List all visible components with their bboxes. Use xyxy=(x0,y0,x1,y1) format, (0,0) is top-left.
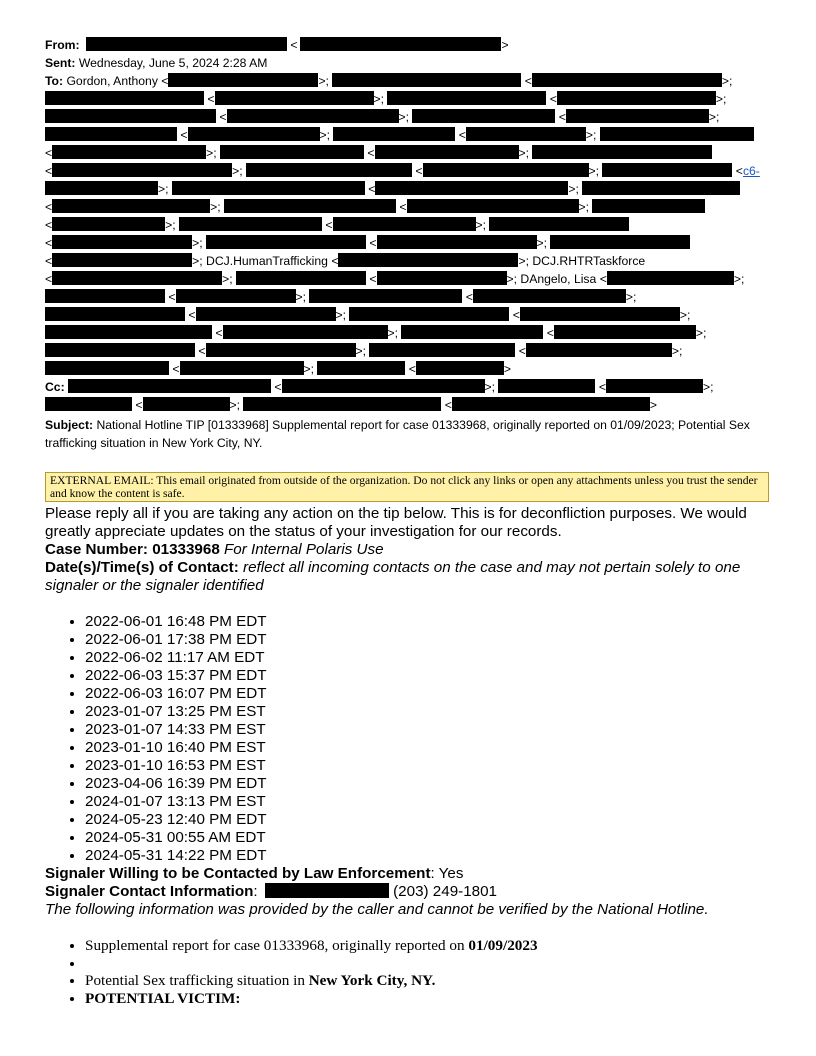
redaction xyxy=(526,343,672,357)
list-item: • 2023-01-10 16:53 PM EST xyxy=(85,757,785,775)
to-label: To: xyxy=(45,74,64,88)
redaction xyxy=(387,91,546,105)
redaction xyxy=(416,361,504,375)
disclaimer-text: The following information was provided by the caller and cannot be verified by the National Hotline. xyxy=(45,901,709,918)
email-header xyxy=(45,36,780,414)
redaction xyxy=(333,217,476,231)
redaction xyxy=(377,235,537,249)
redaction xyxy=(224,199,396,213)
signaler-label: Signaler Contact Information xyxy=(45,883,254,900)
redaction xyxy=(188,127,320,141)
redaction xyxy=(45,361,169,375)
cc-label: Cc: xyxy=(45,380,65,394)
recipient-line: < >; < >; xyxy=(45,126,780,144)
signaler-phone: (203) 249-1801 xyxy=(393,883,497,900)
situation-text: Potential Sex trafficking situation in xyxy=(85,972,309,989)
recipient-line: < >; < >; <c6- xyxy=(45,164,760,178)
redaction xyxy=(582,181,740,195)
cc-line: < >; < > xyxy=(45,396,780,414)
redaction xyxy=(45,397,132,411)
redaction xyxy=(52,253,192,267)
report-details-list xyxy=(45,937,785,1007)
redaction xyxy=(592,199,705,213)
recipient-line: < >; < >; xyxy=(45,306,780,324)
redaction xyxy=(338,253,518,267)
redaction xyxy=(86,37,287,51)
contact-heading xyxy=(45,559,785,595)
redaction xyxy=(550,235,690,249)
redaction xyxy=(206,343,356,357)
redaction xyxy=(532,145,712,159)
recipient-dangelo: DAngelo, Lisa xyxy=(520,272,597,286)
redaction xyxy=(369,343,515,357)
redaction xyxy=(220,145,364,159)
from-line: From: < > xyxy=(45,38,509,52)
redaction xyxy=(45,325,212,339)
redaction xyxy=(52,271,222,285)
intro-paragraph: Please reply all if you are taking any action on the tip below. This is for deconfliction purposes. We would greatly appreciate updates on the status of your investigation for our records. xyxy=(45,505,747,540)
list-item: • 2023-01-07 14:33 PM EST xyxy=(85,721,785,739)
redaction xyxy=(45,127,177,141)
redaction xyxy=(566,109,709,123)
redaction xyxy=(45,307,185,321)
external-email-banner xyxy=(45,472,769,502)
subject-value: National Hotline TIP [01333968] Supplemental report for case 01333968, originally reported on 01/09/2023; Potential Sex trafficking situation in New York City, NY. xyxy=(45,418,750,450)
case-note: For Internal Polaris Use xyxy=(224,541,384,558)
list-item: • 2022-06-01 17:38 PM EDT xyxy=(85,631,785,649)
list-item xyxy=(85,972,785,990)
situation-city: New York City, NY. xyxy=(308,972,436,989)
willing-value: : Yes xyxy=(430,865,464,882)
from-label: From: xyxy=(45,38,80,52)
redaction xyxy=(282,379,485,393)
recipient-line: < >; < >; xyxy=(45,234,780,252)
to-line: To: Gordon, Anthony < >; < >; xyxy=(45,74,733,88)
recipient-line: >; < >; xyxy=(45,180,780,198)
redaction xyxy=(196,307,336,321)
contact-times-list xyxy=(45,613,785,865)
list-item xyxy=(85,937,785,955)
redaction xyxy=(243,397,441,411)
redaction xyxy=(333,127,455,141)
redaction xyxy=(45,289,165,303)
case-number-line xyxy=(45,541,785,559)
redaction xyxy=(498,379,595,393)
redaction xyxy=(317,361,405,375)
redaction xyxy=(227,109,399,123)
contact-label: Date(s)/Time(s) of Contact: xyxy=(45,559,239,576)
recipient-line: < >; DCJ.HumanTrafficking < >; DCJ.RHTRTaskforce xyxy=(45,254,646,268)
redaction xyxy=(489,217,629,231)
redaction xyxy=(375,181,568,195)
list-item: • 2022-06-02 11:17 AM EDT xyxy=(85,649,785,667)
contact-note: reflect all incoming contacts on the case and may not pertain solely to one signaler or the signaler identified xyxy=(45,559,741,594)
cc-line: Cc: < >; < >; xyxy=(45,380,714,394)
to-first-recipient: Gordon, Anthony xyxy=(66,74,158,88)
redaction xyxy=(180,361,304,375)
recipient-line: < >; < >; xyxy=(45,342,780,360)
list-item xyxy=(85,955,785,973)
redaction xyxy=(172,181,365,195)
list-item: • 2023-01-10 16:40 PM EST xyxy=(85,739,785,757)
redaction xyxy=(45,91,204,105)
list-item: • 2022-06-03 16:07 PM EDT xyxy=(85,685,785,703)
redaction xyxy=(246,163,412,177)
redaction xyxy=(377,271,507,285)
potential-victim-label: POTENTIAL VICTIM: xyxy=(85,989,241,1007)
email-link[interactable]: c6- xyxy=(742,164,760,178)
redaction xyxy=(52,199,210,213)
redaction xyxy=(309,289,462,303)
disclaimer xyxy=(45,901,785,919)
list-item: • 2024-01-07 13:13 PM EST xyxy=(85,793,785,811)
redaction xyxy=(265,883,389,898)
redaction xyxy=(300,37,501,51)
redaction xyxy=(215,91,374,105)
list-item: • 2022-06-03 15:37 PM EDT xyxy=(85,667,785,685)
redaction xyxy=(168,73,318,87)
recipient-line: < >; < >; xyxy=(45,90,780,108)
redaction xyxy=(423,163,589,177)
list-item xyxy=(85,990,785,1008)
redaction xyxy=(332,73,521,87)
recipient-line: < >; < >; xyxy=(45,108,780,126)
redaction xyxy=(349,307,509,321)
redaction xyxy=(52,235,192,249)
redaction xyxy=(223,325,388,339)
redaction xyxy=(52,163,232,177)
redaction xyxy=(557,91,716,105)
recipient-dcj-human: DCJ.HumanTrafficking xyxy=(206,254,328,268)
willing-line xyxy=(45,865,785,883)
redaction xyxy=(602,163,732,177)
redaction xyxy=(45,109,216,123)
list-item: • 2024-05-23 12:40 PM EDT xyxy=(85,811,785,829)
list-item: • 2024-05-31 14:22 PM EDT xyxy=(85,847,785,865)
email-body xyxy=(45,505,785,1007)
redaction xyxy=(452,397,650,411)
sent-value: Wednesday, June 5, 2024 2:28 AM xyxy=(78,56,268,70)
subject-line xyxy=(45,416,775,452)
redaction xyxy=(407,199,579,213)
recipient-line: < >; < >; DAngelo, Lisa < >; xyxy=(45,272,745,286)
redaction xyxy=(466,127,586,141)
list-item: • 2024-05-31 00:55 AM EDT xyxy=(85,829,785,847)
redaction xyxy=(375,145,519,159)
list-item: • 2023-01-07 13:25 PM EST xyxy=(85,703,785,721)
signaler-line xyxy=(45,883,785,901)
redaction xyxy=(401,325,543,339)
list-item: • 2023-04-06 16:39 PM EDT xyxy=(85,775,785,793)
report-line-date: 01/09/2023 xyxy=(468,937,538,954)
recipient-line: < >; < >; xyxy=(45,288,780,306)
sent-line xyxy=(45,54,780,72)
redaction xyxy=(179,217,322,231)
redaction xyxy=(143,397,230,411)
redaction xyxy=(45,343,195,357)
redaction xyxy=(532,73,722,87)
report-line-text: Supplemental report for case 01333968, originally reported on xyxy=(85,937,469,954)
redaction xyxy=(520,307,680,321)
redaction xyxy=(554,325,696,339)
willing-label: Signaler Willing to be Contacted by Law Enforcement xyxy=(45,865,431,882)
redaction xyxy=(600,127,754,141)
recipient-line: < >; < >; xyxy=(45,324,780,342)
redaction xyxy=(236,271,366,285)
banner-text: EXTERNAL EMAIL: This email originated from outside of the organization. Do not click any links or open any attachments unless you trust the sender and know the content is safe. xyxy=(50,474,758,500)
recipient-line: < >; < > xyxy=(45,360,780,378)
redaction xyxy=(473,289,626,303)
sent-label: Sent: xyxy=(45,56,76,70)
recipient-line: < >; < >; xyxy=(45,144,780,162)
list-item: • 2022-06-01 16:48 PM EDT xyxy=(85,613,785,631)
redaction xyxy=(607,271,734,285)
redaction xyxy=(176,289,296,303)
redaction xyxy=(206,235,366,249)
redaction xyxy=(52,145,206,159)
redaction xyxy=(606,379,703,393)
recipient-line: < >; < >; xyxy=(45,216,780,234)
case-number: Case Number: 01333968 xyxy=(45,541,220,558)
recipient-dcj-rhtr: DCJ.RHTRTaskforce xyxy=(532,254,646,268)
recipient-line: < >; < >; xyxy=(45,198,780,216)
redaction xyxy=(45,181,158,195)
redaction xyxy=(412,109,555,123)
redaction xyxy=(52,217,165,231)
redaction xyxy=(68,379,271,393)
subject-label: Subject: xyxy=(45,418,94,432)
signaler-colon: : xyxy=(253,883,258,900)
